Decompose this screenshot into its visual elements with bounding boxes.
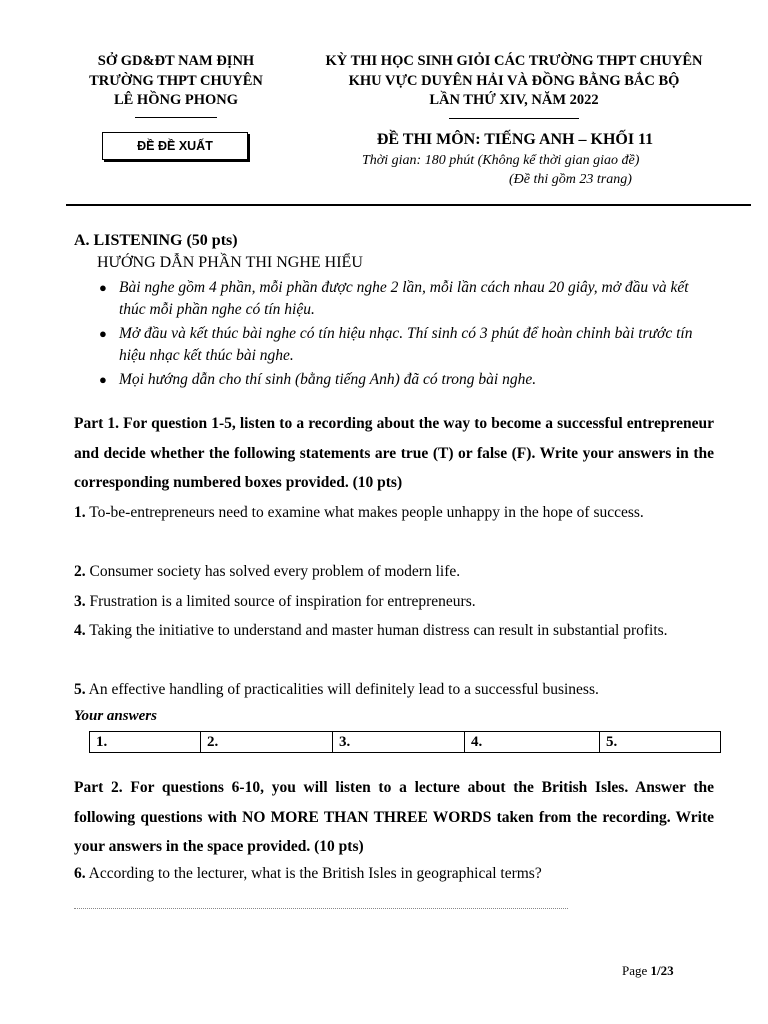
answer-box-3[interactable]: 3. [333,732,465,753]
page-number: 1/23 [650,963,674,978]
question-1 [74,498,714,528]
answer-box-5[interactable]: 5. [600,732,721,753]
question-number: 2. [74,563,86,580]
instruction-item [96,323,718,367]
question-5 [74,675,714,705]
question-6 [74,859,714,889]
header-divider [66,204,751,206]
section-subtitle: HƯỚNG DẪN PHẦN THI NGHE HIỂU [97,254,363,271]
school-name-line1: TRƯỜNG THPT CHUYÊN [89,72,263,89]
question-text: To-be-entrepreneurs need to examine what makes people unhappy in the hope of success. [89,504,644,521]
exam-page-count: (Đề thi gồm 23 trang) [509,172,632,187]
question-number: 3. [74,593,86,610]
proposed-exam-stamp: ĐỀ ĐỀ XUẤT [102,132,248,160]
page-label: Page [622,963,651,978]
answer-box-4[interactable]: 4. [465,732,600,753]
page-footer [622,963,674,979]
exam-name-line1: KỲ THI HỌC SINH GIỎI CÁC TRƯỜNG THPT CHUYÊN [325,53,703,69]
question-text: An effective handling of practicalities will definitely lead to a successful business. [88,681,599,698]
question-number: 5. [74,681,86,698]
instruction-item [96,277,718,321]
question-text: Frustration is a limited source of inspiration for entrepreneurs. [89,593,476,610]
part2-instruction: Part 2. For questions 6-10, you will listen to a lecture about the British Isles. Answer the following questions with NO MORE THAN THREE WORDS taken from the recording. Write your answers in the space provided. (10 pts) [74,779,714,855]
answer-row [90,732,721,753]
question-number: 1. [74,504,86,521]
exam-subject-title: ĐỀ THI MÔN: TIẾNG ANH – KHỐI 11 [376,131,654,148]
answer-box-1[interactable]: 1. [90,732,201,753]
exam-header [300,52,728,119]
answer-table [89,731,721,753]
header-left-underline [135,117,217,118]
exam-name-line2: KHU VỰC DUYÊN HẢI VÀ ĐỒNG BẰNG BẮC BỘ [348,72,680,89]
section-title: A. LISTENING (50 pts) [74,232,238,249]
instruction-text: Mọi hướng dẫn cho thí sinh (bằng tiếng Anh) đã có trong bài nghe. [119,371,537,388]
question-2 [74,557,714,587]
header-right-underline [449,118,579,119]
instruction-item [96,369,718,391]
instruction-list [96,277,718,393]
department-name: SỞ GD&ĐT NAM ĐỊNH [97,53,255,69]
question-text: Consumer society has solved every problem of modern life. [89,563,461,580]
answer-line-6[interactable] [74,908,568,909]
question-4 [74,616,714,646]
bullet-icon: ● [99,372,107,387]
exam-edition: LẦN THỨ XIV, NĂM 2022 [429,92,599,108]
question-number: 4. [74,622,86,639]
exam-duration: Thời gian: 180 phút (Không kể thời gian giao đề) [362,153,640,168]
instruction-text: Mở đầu và kết thúc bài nghe có tín hiệu nhạc. Thí sinh có 3 phút để hoàn chỉnh bài trước tín hiệu nhạc kết thúc bài nghe. [119,325,693,364]
question-number: 6. [74,865,86,882]
question-text: According to the lecturer, what is the British Isles in geographical terms? [88,865,542,882]
bullet-icon: ● [99,280,107,295]
question-text: Taking the initiative to understand and master human distress can result in substantial profits. [89,622,668,639]
your-answers-label: Your answers [74,708,157,724]
answer-box-2[interactable]: 2. [201,732,333,753]
question-3 [74,587,714,617]
school-name-line2: LÊ HỒNG PHONG [113,92,239,108]
bullet-icon: ● [99,326,107,341]
school-header [60,52,292,118]
instruction-text: Bài nghe gồm 4 phần, mỗi phần được nghe 2 lần, mỗi lần cách nhau 20 giây, mở đầu và kết thúc mỗi phần nghe có tín hiệu. [119,279,689,318]
part1-instruction: Part 1. For question 1-5, listen to a recording about the way to become a successful entrepreneur and decide whether the following statements are true (T) or false (F). Write your answers in the corresponding numbered boxes provided. (10 pts) [74,415,714,491]
